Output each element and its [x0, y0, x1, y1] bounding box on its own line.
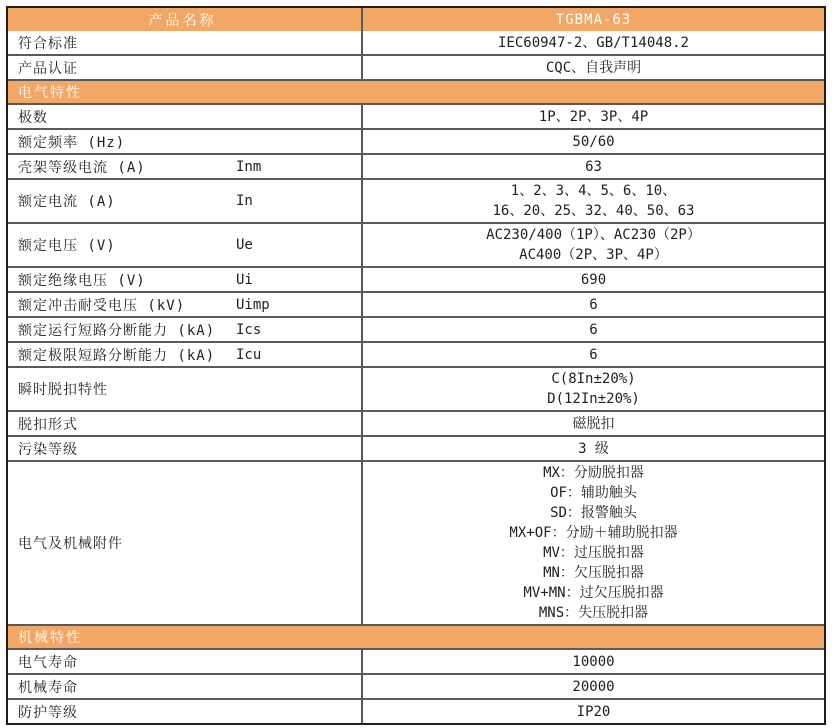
- row-value-cell: [363, 31, 824, 54]
- row-value-cell: [363, 155, 824, 178]
- row-label-cell: [8, 318, 363, 341]
- section-title: 电气特性: [18, 85, 82, 101]
- row-label: 额定极限短路分断能力 (kA): [18, 347, 216, 364]
- table-header-row: [8, 8, 824, 31]
- row-value-cell: [363, 412, 824, 435]
- row-value: MX+OF：分励＋辅助脱扣器: [509, 525, 678, 541]
- row-label: 额定绝缘电压 (V): [18, 272, 146, 289]
- row-value-cell: [363, 105, 824, 128]
- row-value-cell: [363, 180, 824, 222]
- row-value-cell: [363, 650, 824, 673]
- row-label: 机械寿命: [18, 679, 78, 696]
- row-value: IEC60947-2、GB/T14048.2: [497, 34, 689, 51]
- spec-row: [8, 222, 824, 266]
- row-value-cell: [363, 130, 824, 153]
- row-value: 50/60: [572, 133, 615, 150]
- row-value: AC230/400（1P）、AC230（2P）: [486, 227, 701, 243]
- spec-row: [8, 291, 824, 316]
- row-value: 63: [585, 158, 602, 175]
- row-label: 极数: [18, 109, 48, 126]
- spec-rows-container: [8, 31, 824, 723]
- row-symbol: Ue: [236, 237, 253, 253]
- row-label-cell: [8, 343, 363, 366]
- row-label: 电气寿命: [18, 654, 78, 671]
- row-label-cell: [8, 56, 363, 79]
- row-label: 壳架等级电流 (A): [18, 159, 146, 176]
- spec-row: [8, 266, 824, 291]
- row-value: 6: [589, 296, 598, 313]
- row-value-cell: [363, 293, 824, 316]
- row-value: 690: [580, 271, 607, 288]
- row-label: 额定冲击耐受电压 (kV): [18, 297, 186, 314]
- spec-row: [8, 153, 824, 178]
- spec-row: [8, 460, 824, 624]
- row-label-cell: [8, 462, 363, 624]
- row-label: 符合标准: [18, 35, 78, 52]
- spec-row: [8, 316, 824, 341]
- row-value: 1、2、3、4、5、6、10、: [510, 183, 677, 199]
- row-value: MV：过压脱扣器: [543, 545, 644, 561]
- spec-row: [8, 435, 824, 460]
- row-symbol: Icu: [236, 346, 262, 363]
- spec-row: [8, 31, 824, 54]
- row-value: SD：报警触头: [550, 505, 637, 521]
- row-value: 1P、2P、3P、4P: [538, 108, 649, 125]
- row-value: IP20: [576, 703, 611, 720]
- row-value-cell: [363, 318, 824, 341]
- row-value: 磁脱扣: [572, 415, 615, 432]
- row-value-cell: [363, 224, 824, 266]
- row-label-cell: [8, 650, 363, 673]
- spec-row: [8, 341, 824, 366]
- row-label: 额定频率 (Hz): [18, 134, 126, 151]
- row-value: D(12In±20%): [547, 391, 640, 407]
- spec-row: [8, 178, 824, 222]
- spec-row: [8, 673, 824, 698]
- row-label-cell: [8, 180, 363, 222]
- row-value-cell: [363, 462, 824, 624]
- row-value: MNS：失压脱扣器: [538, 605, 649, 621]
- spec-row: [8, 128, 824, 153]
- row-value: 3 级: [578, 440, 609, 457]
- row-value: MV+MN：过欠压脱扣器: [523, 585, 664, 601]
- section-title: 机械特性: [18, 630, 82, 646]
- row-value-cell: [363, 343, 824, 366]
- row-label-cell: [8, 31, 363, 54]
- row-label-cell: [8, 293, 363, 316]
- row-value: C(8In±20%): [551, 371, 636, 387]
- row-label: 瞬时脱扣特性: [18, 382, 108, 398]
- row-label-cell: [8, 268, 363, 291]
- row-value: 16、20、25、32、40、50、63: [492, 203, 695, 219]
- row-label-cell: [8, 675, 363, 698]
- spec-row: [8, 410, 824, 435]
- row-label-cell: [8, 130, 363, 153]
- row-value-cell: [363, 368, 824, 410]
- row-label-cell: [8, 412, 363, 435]
- row-symbol: Inm: [236, 158, 262, 175]
- row-value-cell: [363, 700, 824, 723]
- spec-row: [8, 648, 824, 673]
- row-label: 产品认证: [18, 60, 78, 77]
- row-value: OF：辅助触头: [550, 485, 637, 501]
- row-label-cell: [8, 224, 363, 266]
- row-symbol: Uimp: [236, 296, 270, 313]
- row-label: 额定运行短路分断能力 (kA): [18, 322, 216, 339]
- row-label-cell: [8, 105, 363, 128]
- row-value: MX：分励脱扣器: [543, 465, 644, 481]
- product-name-header: 产品名称: [8, 8, 363, 31]
- section-header: [8, 79, 824, 103]
- row-symbol: In: [236, 193, 253, 209]
- row-value: AC400（2P、3P、4P）: [519, 247, 668, 263]
- row-value-cell: [363, 56, 824, 79]
- row-value: MN：欠压脱扣器: [543, 565, 644, 581]
- row-label-cell: [8, 155, 363, 178]
- row-symbol: Ics: [236, 321, 262, 338]
- row-label: 额定电流 (A): [18, 194, 116, 210]
- spec-row: [8, 366, 824, 410]
- row-label: 脱扣形式: [18, 416, 78, 433]
- row-label-cell: [8, 368, 363, 410]
- row-symbol: Ui: [236, 271, 253, 288]
- section-header: [8, 624, 824, 648]
- row-value: 10000: [572, 653, 615, 670]
- row-label: 防护等级: [18, 704, 78, 721]
- row-value-cell: [363, 675, 824, 698]
- spec-row: [8, 54, 824, 79]
- product-model-value: TGBMA-63: [555, 11, 632, 28]
- row-label-cell: [8, 700, 363, 723]
- row-value-cell: [363, 437, 824, 460]
- row-value: 20000: [572, 678, 615, 695]
- row-label: 电气及机械附件: [18, 536, 123, 552]
- row-value-cell: [363, 268, 824, 291]
- row-label: 额定电压 (V): [18, 238, 116, 254]
- product-spec-table: [6, 6, 826, 725]
- row-value: 6: [589, 346, 598, 363]
- row-label: 污染等级: [18, 441, 78, 458]
- spec-row: [8, 103, 824, 128]
- row-value: 6: [589, 321, 598, 338]
- row-label-cell: [8, 437, 363, 460]
- spec-row: [8, 698, 824, 723]
- row-value: CQC、自我声明: [545, 59, 642, 76]
